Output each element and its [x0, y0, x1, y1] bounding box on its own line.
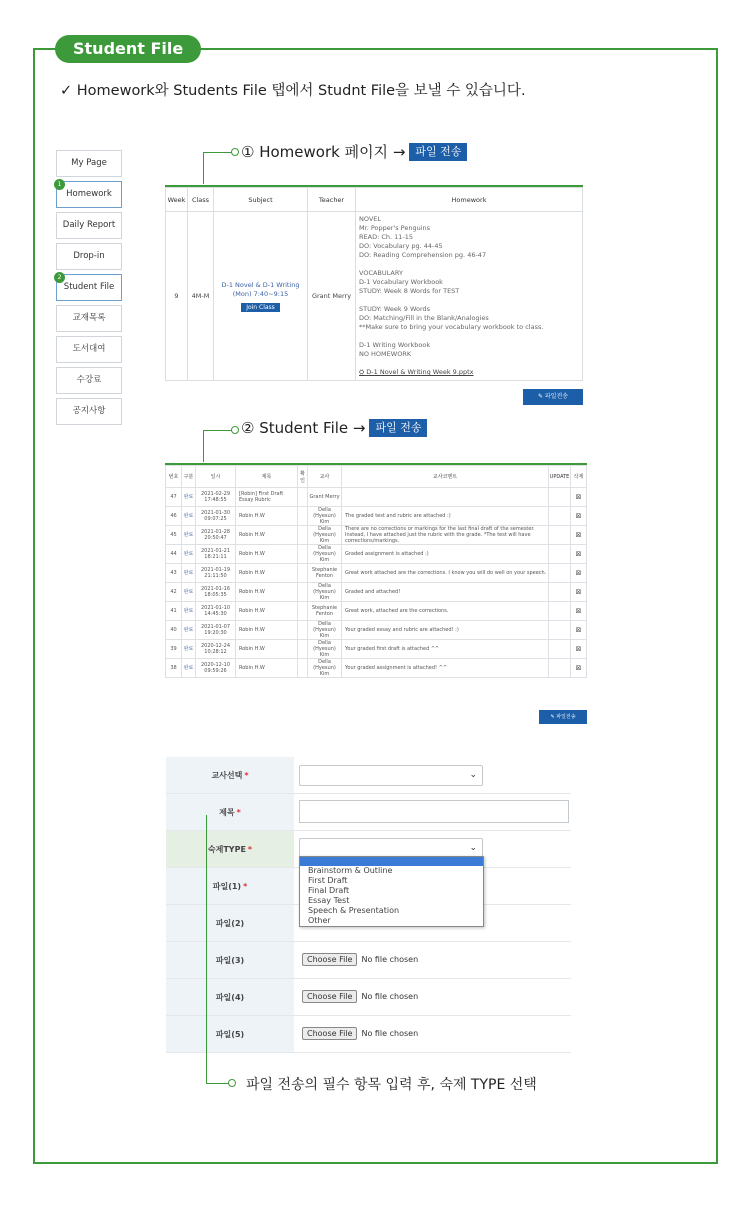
- comment-cell: Great work, attached are the corrections.: [342, 602, 549, 621]
- step2-callout: [203, 419, 427, 437]
- homework-line: [359, 359, 579, 368]
- date-cell: 2021-01-21 18:21:11: [196, 545, 236, 564]
- form-row-teacher: 교사선택 * ⌄: [166, 757, 571, 794]
- chevron-down-icon: ⌄: [469, 843, 477, 853]
- teacher-cell: Della (Hyesun) Kim: [308, 621, 342, 640]
- homework-line: [359, 260, 579, 269]
- date-cell: 2020-12-24 10:28:12: [196, 640, 236, 659]
- dropdown-option[interactable]: Speech & Presentation: [308, 906, 400, 915]
- homework-line: READ: Ch. 11-15: [359, 233, 414, 241]
- sidebar-item-book-rental[interactable]: 도서대여: [56, 336, 122, 363]
- sidebar-menu: [56, 150, 122, 429]
- comment-cell: There are no corrections or markings for the last final draft of the semester. Instead, I have attached just the rubric with the grade. *The test will have corrections/markings.: [342, 526, 549, 545]
- homework-line: STUDY: Week 8 Words for TEST: [359, 287, 460, 295]
- empty-cell: [298, 659, 308, 678]
- delete-icon[interactable]: ⊠: [571, 545, 587, 564]
- choose-file-button[interactable]: Choose File: [302, 953, 357, 966]
- homework-line: D-1 Writing Workbook: [359, 341, 431, 349]
- subject-input[interactable]: [299, 800, 569, 823]
- bottom-note: 파일 전송의 필수 항목 입력 후, 숙제 TYPE 선택: [246, 1077, 537, 1093]
- teacher-cell: Della (Hyesun) Kim: [308, 507, 342, 526]
- step-badge: 1: [54, 179, 65, 190]
- intro-text: ✓ Homework와 Students File 탭에서 Studnt File을 보낼 수 있습니다.: [60, 83, 526, 99]
- column-header: 제목: [236, 466, 298, 488]
- attachment-icon: ⛭: [359, 368, 367, 376]
- table-row: [166, 507, 587, 526]
- sidebar-item-my-page[interactable]: My Page: [56, 150, 122, 177]
- column-header: 번호: [166, 466, 182, 488]
- form-row-type: 숙제TYPE * ⌄: [166, 831, 571, 868]
- connector-line: [206, 815, 207, 1083]
- date-cell: 2021-01-19 21:11:50: [196, 564, 236, 583]
- file2-label: 파일(2): [215, 919, 245, 928]
- column-header: Week: [166, 188, 188, 212]
- connector-dot: [231, 148, 239, 156]
- empty-cell: [549, 488, 571, 507]
- step1-callout: [203, 141, 467, 162]
- column-header: 삭제: [571, 466, 587, 488]
- table-row: [166, 488, 587, 507]
- form-row-file3: [166, 942, 571, 979]
- table-row: [166, 583, 587, 602]
- send-file-tag: 파일 전송: [369, 419, 427, 437]
- homework-line: DO: Vocabulary pg. 44-45: [359, 242, 443, 250]
- file4-label: 파일(4): [215, 993, 245, 1002]
- date-cell: 2021-01-16 18:05:35: [196, 583, 236, 602]
- homework-line: DO: Matching/Fill in the Blank/Analogies: [359, 314, 489, 322]
- dropdown-selected-row[interactable]: [300, 857, 483, 866]
- teacher-cell: Grant Merry: [308, 212, 356, 381]
- delete-icon[interactable]: ⊠: [571, 602, 587, 621]
- pencil-icon: ✎: [537, 393, 545, 400]
- homework-line: DO: Reading Comprehension pg. 46-47: [359, 251, 487, 259]
- no-cell: 42: [166, 583, 182, 602]
- homework-line: **Make sure to bring your vocabulary workbook to class.: [359, 323, 544, 331]
- sidebar-item-textbooks[interactable]: 교재목록: [56, 305, 122, 332]
- empty-cell: [298, 507, 308, 526]
- comment-cell: Your graded essay and rubric are attached! :): [342, 621, 549, 640]
- delete-icon[interactable]: ⊠: [571, 621, 587, 640]
- connector-dot: [231, 426, 239, 434]
- homework-line: VOCABULARY: [359, 269, 403, 277]
- form-row-file1: 파일(1) *: [166, 868, 571, 905]
- homework-cell: [356, 212, 583, 381]
- date-cell: 2020-12-10 09:59:26: [196, 659, 236, 678]
- title-cell[interactable]: Robin H.W: [236, 659, 298, 678]
- section-title: Student File: [55, 35, 201, 63]
- type-cell: 완료: [182, 545, 196, 564]
- title-cell[interactable]: Robin H.W: [236, 564, 298, 583]
- date-cell: 2021-01-10 14:45:30: [196, 602, 236, 621]
- connector-line: [206, 1083, 230, 1084]
- subject-cell: D-1 Novel & D-1 Writing (Mon) 7:40~9:15 Join Class: [214, 212, 308, 381]
- teacher-cell: Della (Hyesun) Kim: [308, 545, 342, 564]
- date-cell: 2021-01-30 09:07:25: [196, 507, 236, 526]
- column-header: Homework: [356, 188, 583, 212]
- type-cell: 완료: [182, 507, 196, 526]
- comment-cell: Graded assignment is attached :): [342, 545, 549, 564]
- table-row: [166, 212, 583, 381]
- column-header: 일시: [196, 466, 236, 488]
- subject-label: 제목: [219, 808, 235, 817]
- step2-text: ② Student File →: [241, 419, 366, 437]
- empty-cell: [549, 564, 571, 583]
- sidebar-item-student-file[interactable]: 2 Student File: [56, 274, 122, 301]
- teacher-cell: Della (Hyesun) Kim: [308, 583, 342, 602]
- form-row-file5: [166, 1016, 571, 1053]
- file-status: No file chosen: [361, 992, 419, 1001]
- table-row: [166, 545, 587, 564]
- empty-cell: [549, 659, 571, 678]
- dropdown-option[interactable]: First Draft: [308, 876, 348, 885]
- no-cell: 41: [166, 602, 182, 621]
- title-cell[interactable]: Robin H.W: [236, 640, 298, 659]
- column-header: 구분: [182, 466, 196, 488]
- file-status: No file chosen: [361, 955, 419, 964]
- pencil-icon: ✎: [550, 714, 557, 720]
- empty-cell: [298, 640, 308, 659]
- no-cell: 46: [166, 507, 182, 526]
- empty-cell: [298, 564, 308, 583]
- column-header: UPDATE: [549, 466, 571, 488]
- empty-cell: [549, 640, 571, 659]
- week-cell: 9: [166, 212, 188, 381]
- dropdown-option[interactable]: Final Draft: [308, 886, 350, 895]
- delete-icon[interactable]: ⊠: [571, 583, 587, 602]
- delete-icon[interactable]: ⊠: [571, 564, 587, 583]
- teacher-cell: Della (Hyesun) Kim: [308, 640, 342, 659]
- no-cell: 44: [166, 545, 182, 564]
- title-cell[interactable]: [Robin] First Draft Essay Rubric: [236, 488, 298, 507]
- empty-cell: [549, 507, 571, 526]
- step-badge: 2: [54, 272, 65, 283]
- delete-icon[interactable]: ⊠: [571, 526, 587, 545]
- send-file-button[interactable]: ✎ 파일전송: [523, 389, 583, 405]
- homework-type-label: 숙제TYPE: [207, 845, 246, 854]
- homework-line: NO HOMEWORK: [359, 350, 412, 358]
- choose-file-button[interactable]: Choose File: [302, 1027, 357, 1040]
- homework-line: [359, 296, 579, 305]
- teacher-select[interactable]: [299, 765, 483, 786]
- sidebar-item-notices[interactable]: 공지사항: [56, 398, 122, 425]
- title-cell[interactable]: Robin H.W: [236, 526, 298, 545]
- no-cell: 45: [166, 526, 182, 545]
- table-row: [166, 659, 587, 678]
- comment-cell: Your graded first draft is attached ^^: [342, 640, 549, 659]
- homework-line: D-1 Vocabulary Workbook: [359, 278, 443, 286]
- empty-cell: [298, 621, 308, 640]
- homework-line: NOVEL: [359, 215, 382, 223]
- delete-icon[interactable]: ⊠: [571, 507, 587, 526]
- title-cell[interactable]: Robin H.W: [236, 545, 298, 564]
- file5-label: 파일(5): [215, 1030, 245, 1039]
- delete-icon[interactable]: ⊠: [571, 488, 587, 507]
- choose-file-button[interactable]: Choose File: [302, 990, 357, 1003]
- type-cell: 완료: [182, 564, 196, 583]
- table-row: [166, 602, 587, 621]
- type-cell: 완료: [182, 640, 196, 659]
- delete-icon[interactable]: ⊠: [571, 640, 587, 659]
- empty-cell: [298, 488, 308, 507]
- homework-line: [359, 332, 579, 341]
- empty-cell: [549, 545, 571, 564]
- comment-cell: Your graded assignment is attached! ^^: [342, 659, 549, 678]
- chevron-down-icon: ⌄: [469, 770, 477, 780]
- column-header: 교사: [308, 466, 342, 488]
- homework-table: [165, 185, 583, 381]
- column-header: Subject: [214, 188, 308, 212]
- dropdown-option[interactable]: Other: [308, 916, 331, 925]
- no-cell: 39: [166, 640, 182, 659]
- table-row: [166, 564, 587, 583]
- no-cell: 43: [166, 564, 182, 583]
- title-cell[interactable]: Robin H.W: [236, 583, 298, 602]
- date-cell: 2021-01-28 20:50:47: [196, 526, 236, 545]
- comment-cell: [342, 488, 549, 507]
- empty-cell: [549, 583, 571, 602]
- delete-icon[interactable]: ⊠: [571, 659, 587, 678]
- empty-cell: [298, 583, 308, 602]
- column-header: Class: [188, 188, 214, 212]
- column-header: 확인: [298, 466, 308, 488]
- form-row-file4: [166, 979, 571, 1016]
- title-cell[interactable]: Robin H.W: [236, 507, 298, 526]
- date-cell: 2021-01-07 19:20:30: [196, 621, 236, 640]
- no-cell: 38: [166, 659, 182, 678]
- teacher-cell: Della (Hyesun) Kim: [308, 526, 342, 545]
- dropdown-option[interactable]: Essay Test: [308, 896, 350, 905]
- teacher-cell: Della (Hyesun) Kim: [308, 659, 342, 678]
- sidebar-item-drop-in[interactable]: Drop-in: [56, 243, 122, 270]
- comment-cell: Great work attached are the corrections. I know you will do well on your speech.: [342, 564, 549, 583]
- teacher-cell: Grant Merry: [308, 488, 342, 507]
- file1-label: 파일(1): [212, 882, 242, 891]
- homework-line: STUDY: Week 9 Words: [359, 305, 431, 313]
- comment-cell: Graded and attached!: [342, 583, 549, 602]
- teacher-cell: Stephanie Fenton: [308, 602, 342, 621]
- student-file-table: [165, 463, 587, 678]
- connector-dot: [228, 1079, 236, 1087]
- send-file-button-2[interactable]: ✎ 파일전송: [539, 710, 587, 724]
- type-cell: 완료: [182, 602, 196, 621]
- empty-cell: [298, 526, 308, 545]
- title-cell[interactable]: Robin H.W: [236, 602, 298, 621]
- empty-cell: [298, 545, 308, 564]
- join-class-button[interactable]: Join Class: [241, 303, 280, 312]
- teacher-cell: Stephanie Fenton: [308, 564, 342, 583]
- attachment-link[interactable]: ⛭ D-1 Novel & Writing Week 9.pptx: [359, 368, 474, 376]
- no-cell: 40: [166, 621, 182, 640]
- column-header: Teacher: [308, 188, 356, 212]
- send-file-tag: 파일 전송: [409, 143, 467, 161]
- homework-type-dropdown: [299, 856, 484, 927]
- column-header: 교사코멘트: [342, 466, 549, 488]
- type-cell: 완료: [182, 583, 196, 602]
- date-cell: 2021-02-29 17:48:55: [196, 488, 236, 507]
- table-row: [166, 621, 587, 640]
- type-cell: 완료: [182, 488, 196, 507]
- empty-cell: [298, 602, 308, 621]
- no-cell: 47: [166, 488, 182, 507]
- empty-cell: [549, 526, 571, 545]
- file-status: No file chosen: [361, 1029, 419, 1038]
- class-cell: 4M-M: [188, 212, 214, 381]
- type-cell: 완료: [182, 621, 196, 640]
- homework-line: Mr. Popper's Penguins: [359, 224, 431, 232]
- sidebar-item-tuition[interactable]: 수강료: [56, 367, 122, 394]
- type-cell: 완료: [182, 526, 196, 545]
- sidebar-item-daily-report[interactable]: Daily Report: [56, 212, 122, 239]
- title-cell[interactable]: Robin H.W: [236, 621, 298, 640]
- table-row: [166, 640, 587, 659]
- form-row-subject: 제목 *: [166, 794, 571, 831]
- file3-label: 파일(3): [215, 956, 245, 965]
- table-row: [166, 526, 587, 545]
- step1-text: ① Homework 페이지 →: [241, 143, 406, 161]
- empty-cell: [549, 621, 571, 640]
- empty-cell: [549, 602, 571, 621]
- type-cell: 완료: [182, 659, 196, 678]
- dropdown-option[interactable]: Brainstorm & Outline: [308, 866, 393, 875]
- teacher-select-label: 교사선택: [211, 771, 243, 780]
- sidebar-item-homework[interactable]: 1 Homework: [56, 181, 122, 208]
- comment-cell: The graded test and rubric are attached :): [342, 507, 549, 526]
